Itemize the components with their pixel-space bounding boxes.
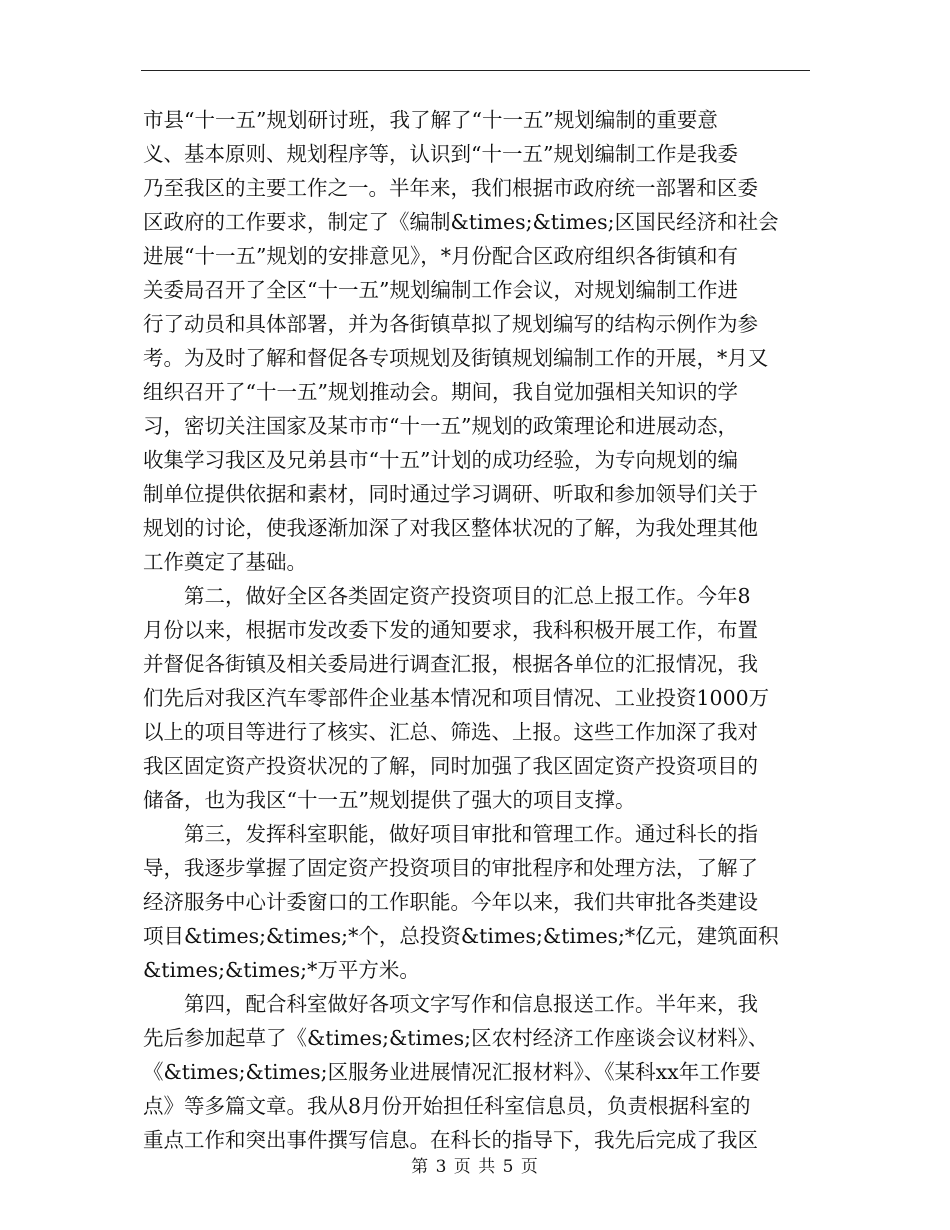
text-line: 经济服务中心计委窗口的工作职能。今年以来，我们共审批各类建设 [143,890,758,914]
header-rule [141,70,810,71]
text-line: 行了动员和具体部署，并为各街镇草拟了规划编写的结构示例作为参 [143,312,758,336]
text-line: 区政府的工作要求，制定了《编制&times;&times;区国民经济和社会 [143,210,779,234]
text-line: 项目&times;&times;*个，总投资&times;&times;*亿元，建筑面积 [143,924,779,948]
text-line: 考。为及时了解和督促各专项规划及街镇规划编制工作的开展，*月又 [143,346,769,370]
text-line: 以上的项目等进行了核实、汇总、筛选、上报。这些工作加深了我对 [143,720,758,744]
text-line: 们先后对我区汽车零部件企业基本情况和项目情况、工业投资1000万 [143,686,770,710]
text-line: 导，我逐步掌握了固定资产投资项目的审批程序和处理方法，了解了 [143,856,758,880]
text-line: 义、基本原则、规划程序等，认识到“十一五”规划编制工作是我委 [143,142,738,166]
text-line: 点》等多篇文章。我从8月份开始担任科室信息员，负责根据科室的 [143,1094,751,1118]
text-line: 关委局召开了全区“十一五”规划编制工作会议，对规划编制工作进 [143,278,738,302]
text-line: 先后参加起草了《&times;&times;区农村经济工作座谈会议材料》、 [143,1026,769,1050]
text-line: 工作奠定了基础。 [143,550,307,574]
text-line: 习，密切关注国家及某市市“十一五”规划的政策理论和进展动态， [143,414,738,438]
text-line: 市县“十一五”规划研讨班，我了解了“十一五”规划编制的重要意 [143,108,718,132]
text-line: 月份以来，根据市发改委下发的通知要求，我科积极开展工作，布置 [143,618,758,642]
text-line: 进展“十一五”规划的安排意见》，*月份配合区政府组织各街镇和有 [143,244,738,268]
text-line: 收集学习我区及兄弟县市“十五”计划的成功经验，为专向规划的编 [143,448,738,472]
text-line: 制单位提供依据和素材，同时通过学习调研、听取和参加领导们关于 [143,482,758,506]
text-line: 并督促各街镇及相关委局进行调查汇报，根据各单位的汇报情况，我 [143,652,758,676]
text-line: 规划的讨论，使我逐渐加深了对我区整体状况的了解，为我处理其他 [143,516,758,540]
text-line: 组织召开了“十一五”规划推动会。期间，我自觉加强相关知识的学 [143,380,738,404]
page-footer: 第 3 页 共 5 页 [411,1157,539,1177]
text-line: 第二，做好全区各类固定资产投资项目的汇总上报工作。今年8 [143,584,751,608]
text-line: 重点工作和突出事件撰写信息。在科长的指导下，我先后完成了我区 [143,1128,758,1152]
text-line: 储备，也为我区“十一五”规划提供了强大的项目支撑。 [143,788,636,812]
text-line: &times;&times;*万平方米。 [143,958,420,982]
text-line: 我区固定资产投资状况的了解，同时加强了我区固定资产投资项目的 [143,754,758,778]
text-line: 《&times;&times;区服务业进展情况汇报材料》、《某科xx年工作要 [143,1060,761,1084]
text-line: 第三，发挥科室职能，做好项目审批和管理工作。通过科长的指 [143,822,758,846]
body-text [143,103,807,1157]
text-line: 第四，配合科室做好各项文字写作和信息报送工作。半年来，我 [143,992,758,1016]
text-line: 乃至我区的主要工作之一。半年来，我们根据市政府统一部署和区委 [143,176,758,200]
